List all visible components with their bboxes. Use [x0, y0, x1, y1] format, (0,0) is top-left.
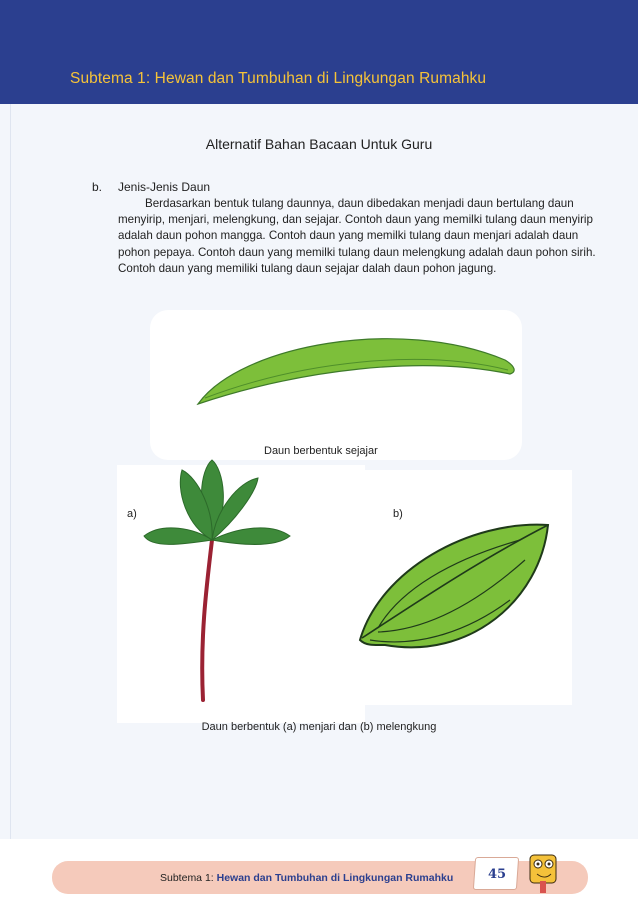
caption-parallel: Daun berbentuk sejajar: [264, 445, 378, 457]
label-a: a): [127, 508, 137, 520]
header-title: Subtema 1: Hewan dan Tumbuhan di Lingkungan Rumahku: [70, 70, 487, 87]
footer-title: Hewan dan Tumbuhan di Lingkungan Rumahku: [216, 872, 454, 884]
section-title: Alternatif Bahan Bacaan Untuk Guru: [205, 136, 433, 152]
caption-bottom: Daun berbentuk (a) menjari dan (b) melengkung: [201, 721, 437, 733]
page-number: 45: [487, 867, 507, 882]
list-marker: b.: [92, 180, 103, 194]
subheading: Jenis-Jenis Daun: [118, 180, 211, 194]
label-b: b): [393, 508, 403, 520]
body-paragraph: Berdasarkan bentuk tulang daunnya, daun dibedakan menjadi daun bertulang daun menyirip, menjari, melengkung, dan sejajar. Contoh daun yang memilki tulang daun menyirip adalah daun pohon mangga. Contoh daun yang memilki tulang daun menjari adalah daun pohon pepaya. Contoh daun yang memilki tulang daun melengkung adalah daun pohon sirih. Contoh daun yang memiliki tulang daun sejajar dalah daun pohon jagung.: [118, 197, 596, 275]
footer-prefix: Subtema 1:: [160, 872, 217, 884]
